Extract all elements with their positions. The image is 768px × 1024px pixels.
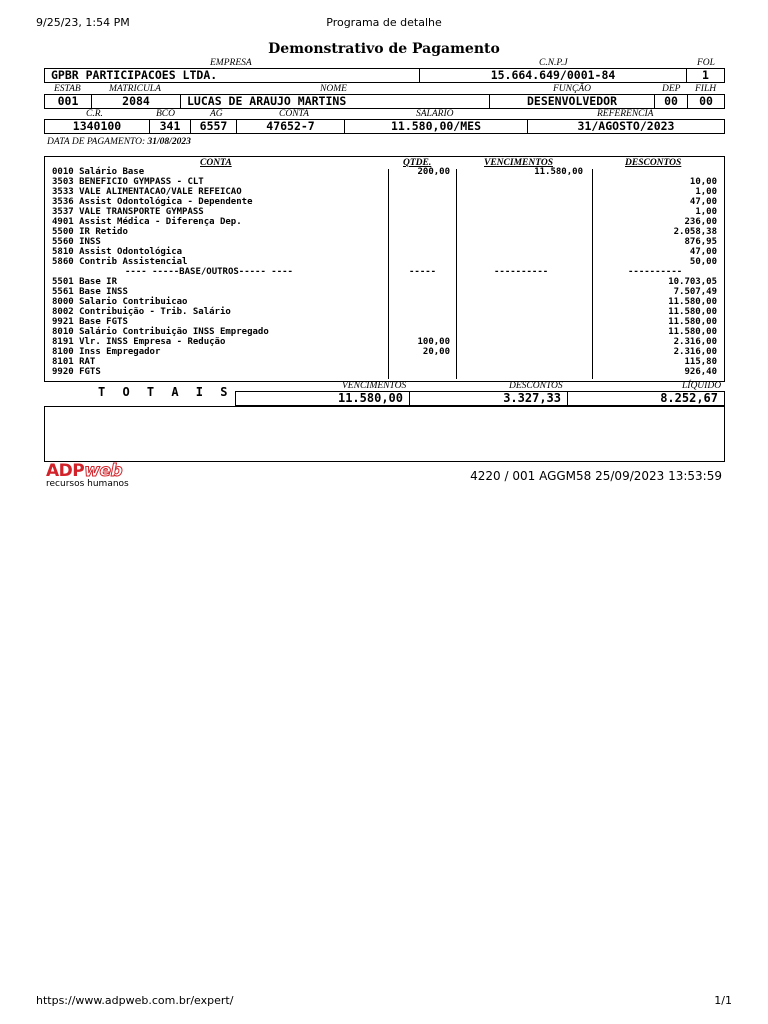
base-separator-row xyxy=(45,267,724,277)
entry-qtde: 200,00 xyxy=(417,167,450,177)
table-row xyxy=(45,257,724,267)
table-row xyxy=(45,297,724,307)
base-qtde: 100,00 xyxy=(417,337,450,347)
base-conta: 8100 Inss Empregador xyxy=(52,347,161,357)
print-datetime: 9/25/23, 1:54 PM xyxy=(36,16,130,29)
label-bco: BCO xyxy=(156,109,175,119)
estab-value: 001 xyxy=(45,95,92,108)
label-cr: C.R. xyxy=(86,109,103,119)
base-conta: 9921 Base FGTS xyxy=(52,317,128,327)
separator-descontos: ---------- xyxy=(628,267,683,277)
entry-conta: 3537 VALE TRANSPORTE GYMPASS xyxy=(52,207,204,217)
entry-descontos: 2.058,38 xyxy=(673,227,717,237)
table-row xyxy=(45,177,724,187)
base-value: 11.580,00 xyxy=(668,297,717,307)
base-conta: 5501 Base IR xyxy=(52,277,118,287)
payment-date-label: DATA DE PAGAMENTO: xyxy=(47,137,146,147)
print-page-title: Programa de detalhe xyxy=(326,16,442,29)
logo-adp-text: ADP xyxy=(46,461,85,481)
separator-conta: ---- -----BASE/OUTROS----- ---- xyxy=(125,267,293,277)
label-conta: CONTA xyxy=(279,109,309,119)
label-total-descontos: DESCONTOS xyxy=(509,381,563,391)
base-value: 11.580,00 xyxy=(668,317,717,327)
entry-vencimentos: 11.580,00 xyxy=(534,167,583,177)
page-count: 1/1 xyxy=(714,994,732,1007)
base-value: 926,40 xyxy=(684,367,717,377)
logo-web-text: web xyxy=(84,461,123,481)
salario-value: 11.580,00/MES xyxy=(345,120,528,133)
entry-conta: 5860 Contrib Assistencial xyxy=(52,257,188,267)
label-referencia: REFERENCIA xyxy=(597,109,654,119)
col-header-conta: CONTA xyxy=(200,158,232,168)
detail-lines xyxy=(45,167,724,377)
entry-conta: 3536 Assist Odontológica - Dependente xyxy=(52,197,253,207)
base-value: 7.507,49 xyxy=(673,287,717,297)
base-conta: 8101 RAT xyxy=(52,357,96,367)
label-empresa: EMPRESA xyxy=(210,58,252,68)
empresa-value: GPBR PARTICIPACOES LTDA. xyxy=(45,69,420,82)
separator-qtde: ----- xyxy=(409,267,437,277)
payment-date-value: 31/08/2023 xyxy=(147,137,191,147)
table-row xyxy=(45,357,724,367)
total-vencimentos: 11.580,00 xyxy=(235,391,410,406)
label-funcao: FUNÇÃO xyxy=(553,84,591,94)
entry-descontos: 876,95 xyxy=(684,237,717,247)
company-row xyxy=(44,68,725,83)
filh-value: 00 xyxy=(699,95,713,108)
entry-descontos: 10,00 xyxy=(689,177,717,187)
base-value: 115,80 xyxy=(684,357,717,367)
detail-table xyxy=(44,156,725,382)
base-conta: 8191 Vlr. INSS Empresa - Redução xyxy=(52,337,226,347)
base-conta: 9920 FGTS xyxy=(52,367,101,377)
entry-descontos: 50,00 xyxy=(689,257,717,267)
col-header-descontos: DESCONTOS xyxy=(625,158,682,168)
base-value: 11.580,00 xyxy=(668,327,717,337)
entry-descontos: 1,00 xyxy=(695,207,717,217)
adp-logo xyxy=(46,463,129,489)
table-row xyxy=(45,247,724,257)
base-conta: 8000 Salario Contribuicao xyxy=(52,297,188,307)
employee-row xyxy=(44,94,725,109)
entry-descontos: 47,00 xyxy=(689,197,717,207)
table-row xyxy=(45,307,724,317)
base-value: 11.580,00 xyxy=(668,307,717,317)
col-header-vencimentos: VENCIMENTOS xyxy=(484,158,553,168)
entry-descontos: 47,00 xyxy=(689,247,717,257)
cr-value: 1340100 xyxy=(45,120,150,133)
base-value: 2.316,00 xyxy=(673,347,717,357)
document-title: Demonstrativo de Pagamento xyxy=(268,41,500,57)
funcao-value: DESENVOLVEDOR xyxy=(490,95,655,108)
bank-row xyxy=(44,119,725,134)
referencia-value: 31/AGOSTO/2023 xyxy=(577,120,675,133)
table-row xyxy=(45,287,724,297)
label-ag: AG xyxy=(210,109,223,119)
table-row xyxy=(45,197,724,207)
table-row xyxy=(45,317,724,327)
separator-vencimentos: ---------- xyxy=(494,267,549,277)
table-row xyxy=(45,217,724,227)
dep-value: 00 xyxy=(655,95,688,108)
label-total-liquido: LÍQUIDO xyxy=(682,381,722,391)
matricula-value: 2084 xyxy=(92,95,181,108)
footer-url: https://www.adpweb.com.br/expert/ xyxy=(36,994,234,1007)
label-nome: NOME xyxy=(320,84,347,94)
logo-subtitle: recursos humanos xyxy=(46,479,129,489)
label-total-vencimentos: VENCIMENTOS xyxy=(342,381,407,391)
ag-value: 6557 xyxy=(191,120,237,133)
cnpj-value: 15.664.649/0001-84 xyxy=(420,69,687,82)
entry-descontos: 1,00 xyxy=(695,187,717,197)
label-cnpj: C.N.P.J xyxy=(539,58,568,68)
table-row xyxy=(45,337,724,347)
fol-value: 1 xyxy=(702,69,709,82)
totals-label: T O T A I S xyxy=(98,385,233,399)
label-salario: SALARIO xyxy=(416,109,454,119)
nome-value: LUCAS DE ARAUJO MARTINS xyxy=(181,95,490,108)
table-row xyxy=(45,207,724,217)
entry-conta: 4901 Assist Médica - Diferença Dep. xyxy=(52,217,242,227)
base-value: 10.703,05 xyxy=(668,277,717,287)
entry-conta: 5810 Assist Odontológica xyxy=(52,247,183,257)
entry-conta: 0010 Salário Base xyxy=(52,167,145,177)
label-matricula: MATRICULA xyxy=(109,84,161,94)
payment-date xyxy=(47,137,191,147)
base-value: 2.316,00 xyxy=(673,337,717,347)
table-row xyxy=(45,367,724,377)
table-row xyxy=(45,327,724,337)
label-estab: ESTAB xyxy=(54,84,81,94)
label-filh: FILH xyxy=(695,84,717,94)
col-header-qtde: QTDE. xyxy=(403,158,432,168)
notes-box xyxy=(44,406,725,462)
table-row xyxy=(45,237,724,247)
generation-stamp: 4220 / 001 AGGM58 25/09/2023 13:53:59 xyxy=(470,469,722,483)
base-qtde: 20,00 xyxy=(422,347,450,357)
conta-value: 47652-7 xyxy=(237,120,345,133)
label-dep: DEP xyxy=(662,84,681,94)
base-conta: 8010 Salário Contribuição INSS Empregado xyxy=(52,327,269,337)
table-row xyxy=(45,227,724,237)
entry-descontos: 236,00 xyxy=(684,217,717,227)
table-row xyxy=(45,187,724,197)
total-descontos: 3.327,33 xyxy=(409,391,568,406)
label-fol: FOL xyxy=(697,58,715,68)
base-conta: 8002 Contribuição - Trib. Salário xyxy=(52,307,231,317)
bco-value: 341 xyxy=(150,120,191,133)
table-row xyxy=(45,277,724,287)
entry-conta: 3503 BENEFICIO GYMPASS - CLT xyxy=(52,177,204,187)
total-liquido: 8.252,67 xyxy=(567,391,725,406)
entry-conta: 5560 INSS xyxy=(52,237,101,247)
entry-conta: 3533 VALE ALIMENTACAO/VALE REFEICAO xyxy=(52,187,242,197)
table-row xyxy=(45,167,724,177)
base-conta: 5561 Base INSS xyxy=(52,287,128,297)
table-row xyxy=(45,347,724,357)
entry-conta: 5500 IR Retido xyxy=(52,227,128,237)
